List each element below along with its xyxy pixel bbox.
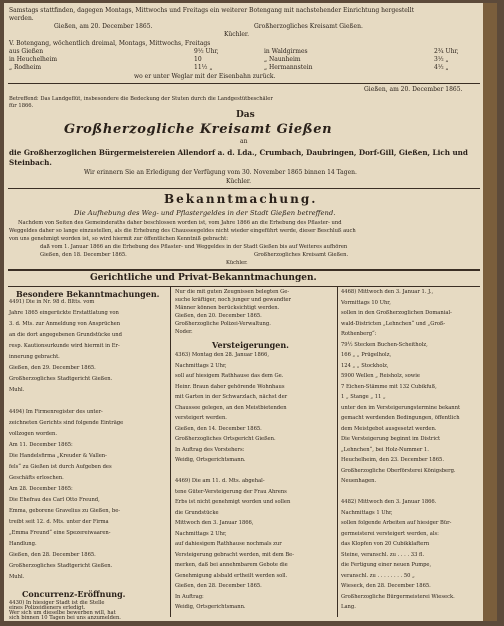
col2b-line: Versteigerung gebracht werden, mit dem Be- <box>175 551 295 558</box>
col3-line: Neuenhagen. <box>341 478 377 484</box>
bekannt-line-5: Großherzogliches Kreisamt Gießen. <box>254 252 349 258</box>
col1-line: „Emma Freund“ eine Spezereiwaaren- <box>9 530 111 536</box>
bg-arr-2: 4½ „ <box>434 64 449 71</box>
col3-line: sollen in den Großherzoglichen Domanial- <box>341 310 452 316</box>
col1-line: resp. Kautionsurkunde wird hiermit in Er- <box>9 343 120 349</box>
bg-from-0: aus Gießen <box>9 48 44 55</box>
column-rule <box>170 287 171 617</box>
col1-line: 4491) Die in Nr. 98 d. Bltts. vom <box>9 299 95 305</box>
col3-line: 79½ Stecken Buchen-Scheitholz, <box>341 341 428 348</box>
col3-line: wald-Districten „Lehnchen“ und „Groß- <box>341 320 446 327</box>
bg-arr-0: 2¾ Uhr, <box>434 48 459 55</box>
col1-line: Handlung. <box>9 541 37 547</box>
col1-line: Die Handelsfirma „Kreuder & Vallen- <box>9 453 107 459</box>
divider <box>8 188 480 189</box>
col2b-line: Weidig, Ortsgerichtsmann. <box>175 604 246 610</box>
col3-line: die Fertigung einer neuen Pumpe, <box>341 562 432 568</box>
col2b-line: Mittwoch den 3. Januar 1866, <box>175 520 254 526</box>
sec2-signer: Küchler. <box>226 178 252 185</box>
col3-line: 5900 Wellen „ Reisholz, sowie <box>341 373 420 379</box>
col2b-line: soll auf hiesigem Rathhause das dem Ge. <box>175 373 284 379</box>
col2b-line: Großherzogliches Ortsgericht Gießen. <box>175 436 276 442</box>
col1-line: treibt seit 12. d. Mts. unter der Firma <box>9 519 109 525</box>
bekannt-line-3: daß vom 1. Januar 1866 an die Erhebung des Pflaster- und Weggeldes in der Stadt Gießen bis auf Weiteres aufhören <box>40 244 348 250</box>
col2b-line: Gießen, den 14. December 1865. <box>175 425 262 432</box>
col2b-line: Chaussee gelegen, an den Meistbietenden <box>175 404 287 411</box>
col1-line: zeichneten Gerichts sind folgende Einträge <box>9 420 124 426</box>
col3-line: „Lehnchen“, bei Holz-Nummer 1. <box>341 446 429 453</box>
botengang-head: V. Botengang, wöchentlich dreimal, Montags, Mittwochs, Freitags <box>9 40 211 47</box>
col2b-line: In Auftrag: <box>175 593 204 600</box>
top-line-1: Samstags stattfinden, dagegen Montags, Mittwochs und Freitags ein weiterer Botengang mit nachstehender Einrichtung hergestellt <box>9 7 415 14</box>
col1b-line: 4430) In hiesiger Stadt ist die Stelle <box>9 600 105 606</box>
bekannt-subtitle: Die Aufhebung des Weg- und Pflastergeldes in der Stadt Gießen betreffend. <box>74 209 336 217</box>
col3-line: gemacht werdenden Bedingungen, öffentlich <box>341 415 460 421</box>
bg-to-2: „ Hermannstein <box>264 64 313 71</box>
divider <box>8 286 480 287</box>
col3-line: Die Versteigerung beginnt im District <box>341 436 441 442</box>
gerichtliche-title: Gerichtliche und Privat-Bekanntmachungen. <box>90 273 317 283</box>
col2b-line: Genehmigung alsbald ertheilt werden soll. <box>175 572 288 579</box>
col2-line: suche kräftiger, noch junger und gewandter <box>175 297 291 303</box>
col1-line: 4494) Im Firmenregister des unter- <box>9 409 103 415</box>
col1-line: Am 11. December 1865: <box>9 442 73 448</box>
bekannt-line-1: Weggeldes daher so lange einzustellen, als die Erhebung des Chausseegeldes nicht wieder eingeführt werde, dieser Beschluß auch <box>9 228 356 234</box>
page-edge <box>483 3 497 621</box>
col1-line: Geschäfts erloschen. <box>9 475 64 481</box>
col2-line: Männer können berücksichtigt werden. <box>175 305 280 311</box>
bekannt-line-6: Küchler. <box>226 260 248 266</box>
col2b-line: Nachmittags 2 Uhr, <box>175 362 227 369</box>
col3-line: 4482) Mittwoch den 3. Januar 1866. <box>341 499 437 505</box>
bekannt-title: Bekanntmachung. <box>164 192 318 206</box>
col3-line: 4468) Mittwoch den 3. Januar 1. J., <box>341 289 434 295</box>
col1b-line: Wer sich um dieselbe bewerben will, hat <box>9 610 116 616</box>
column-rule <box>337 287 338 617</box>
col2b-line: merken, daß bei annehmbarem Gebote die <box>175 562 288 568</box>
col2b-line: 4469) Die am 11. d. Mts. abgehal- <box>175 478 265 484</box>
col2b-line: auf dahiesigem Rathhause nochmals zur <box>175 541 282 547</box>
col2b-line: die Grundstücke <box>175 509 219 516</box>
top-line-2: werden. <box>9 15 34 22</box>
col3-line: 166 „ „ Prügelholz, <box>341 352 392 358</box>
col1b-line: sich binnen 10 Tagen bei uns anzumelden. <box>9 615 121 621</box>
bg-to-0: in Waldgirmes <box>264 48 308 55</box>
sec2-body: Wir erinnern Sie an Erledigung der Verfügung vom 30. November 1865 binnen 14 Tagen. <box>84 169 357 176</box>
bg-from-1: in Heuchelheim <box>9 56 58 63</box>
col3-line: Großherzogliche Oberförsterei Königsberg. <box>341 467 456 474</box>
sec2-title-top: Das <box>236 110 255 120</box>
col3-line: das Klopfen von 20 Cubikklaftern <box>341 541 430 547</box>
col2-line: Nur die mit guten Zeugnissen belegten Ge- <box>175 289 290 295</box>
bekannt-line-0: Nachdem von Seiten des Gemeinderaths daher beschlossen worden ist, vom Jahre 1866 an die Erhebung des Pflaster- und <box>18 220 342 226</box>
top-signoff: Gießen, am 20. December 1865. <box>54 23 153 30</box>
col1-line: Emma, geborene Gravelius zu Gießen, be- <box>9 508 121 514</box>
col3-line: Vormittags 10 Uhr, <box>341 299 391 306</box>
col3-line: germeisterei versteigert werden, als: <box>341 530 439 537</box>
col2b-line: mit Garten in der Schwarzlach, nächst der <box>175 394 288 400</box>
col1-line: an die dort angegebenen Grundstücke und <box>9 332 122 338</box>
col1-line: Muhl. <box>9 574 25 580</box>
bg-time-2: 11½ „ <box>194 64 213 71</box>
col1-line: Muhl. <box>9 387 25 393</box>
newspaper-page <box>4 3 497 621</box>
col3-line: veranschl. zu . . . . . . . . 50 „ <box>341 572 415 579</box>
bg-time-0: 9½ Uhr, <box>194 48 219 55</box>
col1-line: Am 28. December 1865: <box>9 486 73 492</box>
col1-line: vollzogen worden. <box>9 431 58 437</box>
col2b-line: Erbs ist nicht genehmigt worden und sollen <box>175 499 291 505</box>
col1-line: innerung gebracht. <box>9 354 60 360</box>
col1-concurs: Concurrenz-Eröffnung. <box>22 589 126 599</box>
sec2-betreffend: Betreffend: Das Landgeflüt, insbesondere die Bedeckung der Stuten durch die Landgestütbeschäler für 1866. <box>9 96 273 109</box>
col2-line: Gießen, den 20. December 1865. <box>175 313 262 319</box>
col2b-line: tene Güter-Versteigerung der Frau Ahrens <box>175 488 287 495</box>
col3-line: dem Meistgebot ausgesetzt werden. <box>341 425 437 432</box>
col3-line: Heuchelheim, den 23. December 1865. <box>341 457 444 463</box>
bekannt-line-4: Gießen, den 18. December 1865. <box>40 252 127 258</box>
col3-line: sollen folgende Arbeiten auf hiesiger Bür- <box>341 520 452 526</box>
col2-line: Großherzogliche Polizei-Verwaltung. <box>175 321 271 327</box>
bg-from-2: „ Rodheim <box>9 64 42 71</box>
col3-line: 1 „ Stange „ 11 „ <box>341 394 386 400</box>
col3-line: Lang. <box>341 604 356 610</box>
col3-line: 124 „ „ Stockholz, <box>341 362 389 369</box>
col3-line: Rothenberg“: <box>341 331 377 337</box>
col2-line: Noder. <box>175 329 193 335</box>
top-authority: Großherzogliches Kreisamt Gießen. <box>254 23 363 30</box>
col2b-line: versteigert werden. <box>175 415 227 421</box>
col2b-line: Heinr. Braun daher gehörende Wohnhaus <box>175 383 285 390</box>
col2b-line: Nachmittags 2 Uhr, <box>175 530 227 537</box>
bekannt-line-2: von uns genehmigt worden ist, so wird hiermit zur öffentlichen Kenntniß gebracht: <box>9 236 228 242</box>
col2b-line: 4363) Montag den 28. Januar 1866, <box>175 352 270 358</box>
sec2-title: Großherzogliche Kreisamt Gießen <box>64 122 333 137</box>
col3-line: Wieseck, den 28. December 1865. <box>341 583 431 589</box>
col3-line: Nachmittags 1 Uhr, <box>341 509 393 516</box>
col1-line: 3. d. Mts. zur Anmeldung von Ansprüchen <box>9 321 121 327</box>
col2-head: Versteigerungen. <box>212 340 289 350</box>
col3-line: unter den im Versteigerungstermine bekannt <box>341 404 461 411</box>
col2b-line: In Auftrag des Vorstehers: <box>175 446 245 453</box>
col1b-line: eines Polizeidieners erledigt. <box>9 605 86 611</box>
col1-head: Besondere Bekanntmachungen. <box>16 289 160 299</box>
col3-line: Großherzogliche Bürgermeisterei Wieseck. <box>341 593 455 600</box>
col1-line: Gießen, den 28. December 1865. <box>9 552 96 558</box>
col1-line: Gießen, den 29. December 1865. <box>9 365 96 371</box>
col3-line: 7 Eichen-Stämme mit 132 Cubikfuß, <box>341 383 437 390</box>
divider <box>8 83 480 84</box>
bg-to-1: „ Naunheim <box>264 56 301 63</box>
col2b-line: Gießen, den 28. December 1865. <box>175 583 262 589</box>
sec2-an: an <box>240 138 248 145</box>
col1-line: Jahre 1865 eingerückte Erstattlatung von <box>9 310 119 316</box>
bg-time-1: 10 <box>194 56 202 63</box>
col1-line: fels“ zu Gießen ist durch Aufgeben des <box>9 464 112 470</box>
col1-line: Großherzogliches Stadtgericht Gießen. <box>9 376 113 382</box>
col3-line: Steine, veranschl. zu . . . . 33 fl. <box>341 551 425 558</box>
divider <box>8 269 480 271</box>
botengang-note: wo er unter Weglar mit der Eisenbahn zurück. <box>134 73 276 80</box>
col1-line: Die Ehefrau des Carl Otto Freund, <box>9 497 100 503</box>
sec2-signoff: Gießen, am 20. December 1865. <box>364 86 463 93</box>
sec2-addressees: die Großherzoglichen Bürgermeistereien Allendorf a. d. Lda., Crumbach, Daubringen, Dorf-Gill, Gießen, Lich und Steinbach. <box>9 148 468 167</box>
col2b-line: Weidig, Ortsgerichtsmann. <box>175 457 246 463</box>
top-signer: Küchler. <box>224 31 250 38</box>
bg-arr-1: 3½ „ <box>434 56 449 63</box>
col1-line: Großherzogliches Stadtgericht Gießen. <box>9 563 113 569</box>
